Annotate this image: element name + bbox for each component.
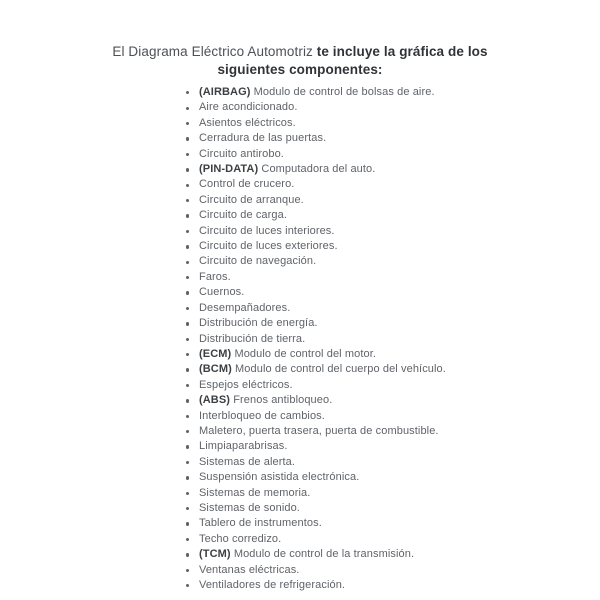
component-description: Circuito de luces exteriores. xyxy=(199,240,338,253)
bullet-icon xyxy=(186,137,189,140)
component-description: Modulo de control de la transmisión. xyxy=(233,548,415,561)
component-code: (AIRBAG) xyxy=(199,86,254,98)
bullet-icon xyxy=(186,507,189,510)
component-description: Sistemas de memoria. xyxy=(199,486,311,499)
list-item xyxy=(0,409,600,424)
list-item xyxy=(0,162,600,177)
component-description: Limpiaparabrisas. xyxy=(199,440,288,453)
bullet-icon xyxy=(186,461,189,464)
component-description: Distribución de energía. xyxy=(199,317,318,330)
bullet-icon xyxy=(186,184,189,187)
bullet-icon xyxy=(186,368,189,371)
bullet-icon xyxy=(186,291,189,294)
list-item xyxy=(0,378,600,393)
bullet-icon xyxy=(186,276,189,279)
page-title-bold-text: te incluye la gráfica de los siguientes componentes: xyxy=(217,44,488,77)
list-item xyxy=(0,239,600,254)
component-description: Control de crucero. xyxy=(199,178,295,191)
bullet-icon xyxy=(186,338,189,341)
list-item xyxy=(0,439,600,454)
list-item xyxy=(0,301,600,316)
list-item xyxy=(0,100,600,115)
bullet-icon xyxy=(186,384,189,387)
component-description: Espejos eléctricos. xyxy=(199,378,293,391)
component-description: Modulo de control del motor. xyxy=(234,347,377,360)
component-description: Asientos eléctricos. xyxy=(199,116,296,129)
component-description: Faros. xyxy=(199,270,231,283)
list-item xyxy=(0,362,600,377)
bullet-icon xyxy=(186,230,189,233)
list-item xyxy=(0,516,600,531)
component-description: Sistemas de alerta. xyxy=(199,455,296,468)
bullet-icon xyxy=(186,569,189,572)
list-item xyxy=(0,208,600,223)
component-code: (PIN-DATA) xyxy=(199,163,262,176)
bullet-icon xyxy=(186,492,189,495)
component-description: Ventanas eléctricas. xyxy=(199,563,300,576)
bullet-icon xyxy=(186,553,189,556)
list-item xyxy=(0,532,600,547)
component-list xyxy=(0,85,600,593)
bullet-icon xyxy=(186,168,189,171)
component-description: Interbloqueo de cambios. xyxy=(199,409,325,422)
list-item xyxy=(0,147,600,162)
bullet-icon xyxy=(186,445,189,448)
component-description: Circuito de arranque. xyxy=(199,193,304,206)
document-page xyxy=(0,43,600,600)
bullet-icon xyxy=(186,538,189,541)
component-code: (ABS) xyxy=(199,394,234,407)
bullet-icon xyxy=(186,353,189,356)
component-description: Cuernos. xyxy=(199,286,245,299)
component-description: Cerradura de las puertas. xyxy=(199,132,327,145)
component-description: Maletero, puerta trasera, puerta de combustible. xyxy=(199,424,439,437)
bullet-icon xyxy=(186,199,189,202)
list-item xyxy=(0,177,600,192)
bullet-icon xyxy=(186,399,189,402)
page-title-regular-text: El Diagrama Eléctrico Automotriz xyxy=(112,44,313,59)
list-item xyxy=(0,347,600,362)
component-description: Frenos antibloqueo. xyxy=(233,394,333,407)
component-description: Distribución de tierra. xyxy=(199,332,306,345)
list-item xyxy=(0,563,600,578)
list-item xyxy=(0,393,600,408)
bullet-icon xyxy=(186,91,189,94)
bullet-icon xyxy=(186,322,189,325)
bullet-icon xyxy=(186,107,189,110)
list-item xyxy=(0,285,600,300)
component-description: Circuito de carga. xyxy=(199,209,288,222)
component-code: (TCM) xyxy=(199,548,234,561)
bullet-icon xyxy=(186,245,189,248)
list-item xyxy=(0,254,600,269)
list-item xyxy=(0,316,600,331)
list-item xyxy=(0,193,600,208)
component-description: Desempañadores. xyxy=(199,301,291,314)
bullet-icon xyxy=(186,476,189,479)
list-item xyxy=(0,332,600,347)
bullet-icon xyxy=(186,415,189,418)
component-description: Techo corredizo. xyxy=(199,532,282,545)
component-description: Modulo de control del cuerpo del vehículo. xyxy=(235,363,446,376)
component-description: Modulo de control de bolsas de aire. xyxy=(253,86,435,98)
list-item xyxy=(0,85,600,100)
component-description: Tablero de instrumentos. xyxy=(199,517,322,530)
bullet-icon xyxy=(186,584,189,587)
list-item xyxy=(0,270,600,285)
bullet-icon xyxy=(186,214,189,217)
component-description: Circuito antirobo. xyxy=(199,147,284,160)
bullet-icon xyxy=(186,307,189,310)
list-item xyxy=(0,501,600,516)
bullet-icon xyxy=(186,122,189,125)
component-description: Sistemas de sonido. xyxy=(199,501,300,514)
bullet-icon xyxy=(186,522,189,525)
component-code: (BCM) xyxy=(199,363,236,376)
component-description: Aire acondicionado. xyxy=(199,101,298,114)
component-description: Computadora del auto. xyxy=(261,163,376,176)
component-code: (ECM) xyxy=(199,347,235,360)
list-item xyxy=(0,547,600,562)
bullet-icon xyxy=(186,430,189,433)
component-description: Circuito de navegación. xyxy=(199,255,317,268)
list-item xyxy=(0,224,600,239)
list-item xyxy=(0,424,600,439)
bullet-icon xyxy=(186,153,189,156)
list-item xyxy=(0,131,600,146)
component-description: Circuito de luces interiores. xyxy=(199,224,335,237)
list-item xyxy=(0,455,600,470)
list-item xyxy=(0,116,600,131)
list-item xyxy=(0,486,600,501)
list-item xyxy=(0,470,600,485)
bullet-icon xyxy=(186,261,189,264)
component-description: Suspensión asistida electrónica. xyxy=(199,471,360,484)
list-item xyxy=(0,578,600,593)
page-title xyxy=(0,43,600,78)
component-description: Ventiladores de refrigeración. xyxy=(199,579,346,591)
